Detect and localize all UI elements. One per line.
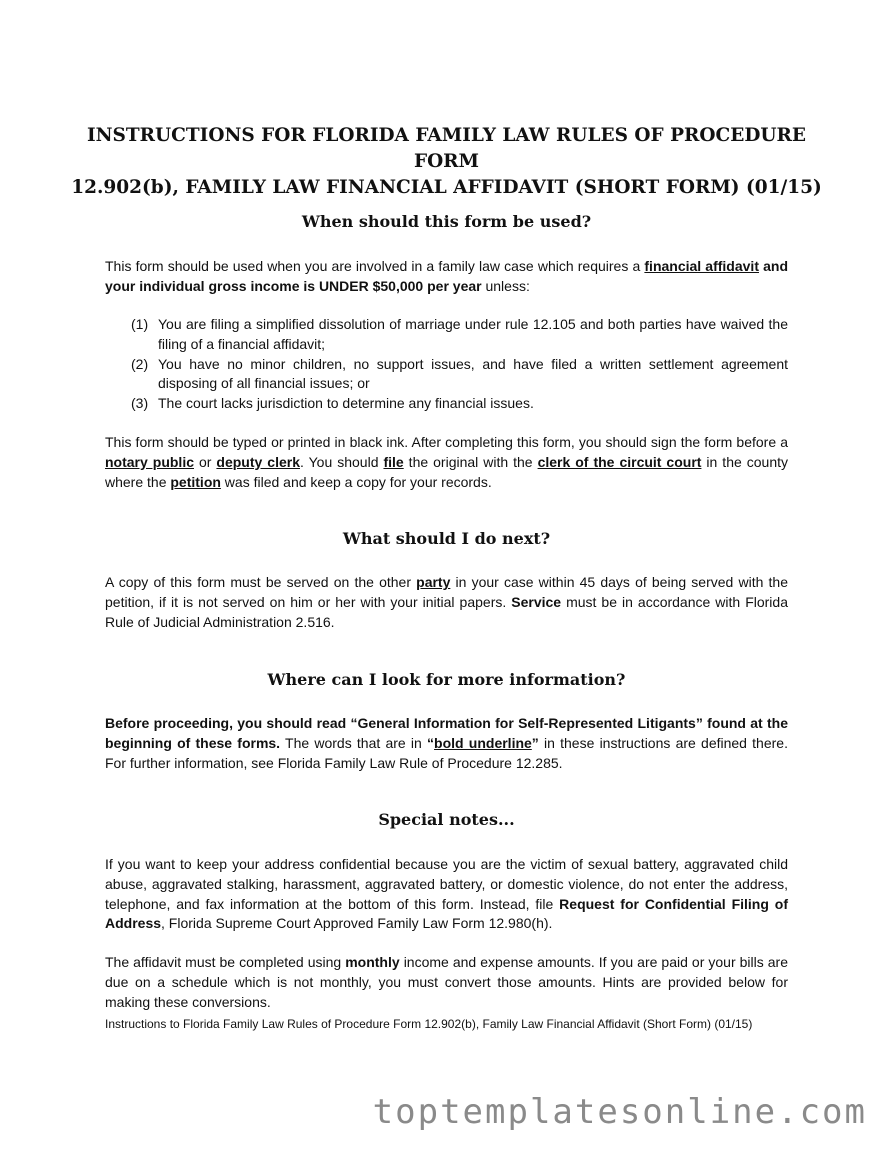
title-line-1: INSTRUCTIONS FOR FLORIDA FAMILY LAW RULES OF PROCEDURE FORM: [86, 125, 806, 172]
exception-list: [131, 315, 788, 414]
page-title: [60, 123, 833, 201]
list-item: (2) You have no minor children, no support issues, and have filed a written settlement agreement disposing of all financial issues; or: [131, 355, 788, 392]
paragraph-confidential-address: If you want to keep your address confidential because you are the victim of sexual battery, aggravated child abuse, aggravated stalking, harassment, aggravated battery, or domestic violence, do not enter the address, telephone, and fax information at the bottom of this form. Instead, file Request for Confidential Filing of Address, Florida Supreme Court Approved Family Law Form 12.980(h).: [105, 856, 788, 932]
paragraph-more-info: Before proceeding, you should read “General Information for Self-Represented Litigants” found at the beginning of these forms. The words that are in “bold underline” in these instructions are defined there. For further information, see Florida Family Law Rule of Procedure 12.285.: [105, 715, 788, 771]
term-petition: petition: [170, 473, 221, 490]
form-name-confidential-filing: Request for Confidential Filing of Address: [105, 895, 788, 932]
heading-what-next: What should I do next?: [342, 529, 551, 548]
term-deputy-clerk: deputy clerk: [216, 453, 300, 470]
page-footer: Instructions to Florida Family Law Rules of Procedure Form 12.902(b), Family Law Financial Affidavit (Short Form) (01/15): [105, 1017, 753, 1031]
term-clerk-of-circuit-court: clerk of the circuit court: [537, 453, 702, 470]
term-party: party: [416, 574, 451, 590]
term-service: Service: [511, 593, 562, 610]
term-notary-public: notary public: [105, 453, 194, 470]
term-financial-affidavit: financial affidavit: [644, 258, 759, 274]
term-file: file: [383, 453, 404, 470]
list-item: (3) The court lacks jurisdiction to determine any financial issues.: [131, 395, 534, 412]
paragraph-what-next: A copy of this form must be served on the other party in your case within 45 days of being served with the petition, if it is not served on him or her with your initial papers. Service must be in accordance with Florida Rule of Judicial Administration 2.516.: [105, 574, 788, 630]
paragraph-monthly-amounts: The affidavit must be completed using monthly income and expense amounts. If you are paid or your bills are due on a schedule which is not monthly, you must convert those amounts. Hints are provided below for making these conversions.: [105, 954, 788, 1010]
paragraph-when-used: This form should be used when you are involved in a family law case which requires a financial affidavit and your individual gross income is UNDER $50,000 per year unless:: [105, 258, 789, 294]
term-monthly: monthly: [345, 954, 400, 970]
term-bold-underline: bold underline: [434, 734, 532, 751]
title-line-2: 12.902(b), FAMILY LAW FINANCIAL AFFIDAVIT (SHORT FORM) (01/15): [71, 177, 822, 198]
paragraph-typing-instructions: This form should be typed or printed in black ink. After completing this form, you should sign the form before a notary public or deputy clerk. You should file the original with the clerk of the circuit court in the county where the petition was filed and keep a copy for your records.: [105, 434, 788, 490]
heading-when-used: When should this form be used?: [301, 212, 592, 231]
heading-more-info: Where can I look for more information?: [267, 670, 626, 689]
list-item: (1) You are filing a simplified dissolution of marriage under rule 12.105 and both parties have waived the filing of a financial affidavit;: [131, 316, 788, 352]
income-condition: and your individual gross income is UNDER $50,000 per year: [105, 258, 789, 294]
heading-special-notes: Special notes...: [378, 810, 515, 829]
watermark: toptemplatesonline.com: [372, 1092, 867, 1132]
